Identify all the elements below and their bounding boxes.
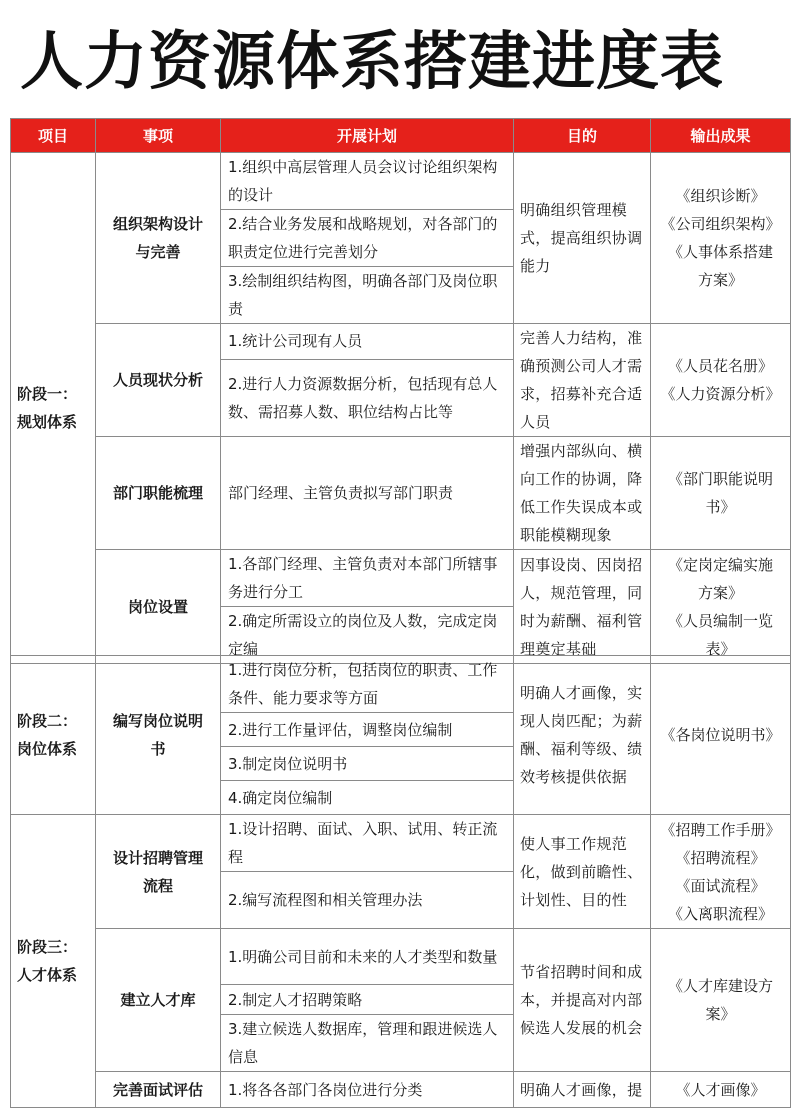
output-cell: 《人才画像》 xyxy=(651,1072,791,1108)
item-cell: 建立人才库 xyxy=(96,929,221,1072)
plan-cell: 1.组织中高层管理人员会议讨论组织架构的设计 xyxy=(221,153,514,210)
plan-cell: 2.制定人才招聘策略 xyxy=(221,985,514,1015)
plan-cell: 部门经理、主管负责拟写部门职责 xyxy=(221,437,514,550)
header-item: 事项 xyxy=(96,119,221,153)
plan-cell: 2.进行人力资源数据分析，包括现有总人数、需招募人数、职位结构占比等 xyxy=(221,359,514,436)
table-row xyxy=(11,815,791,872)
plan-cell: 4.确定岗位编制 xyxy=(221,781,514,815)
plan-cell: 1.将各各部门各岗位进行分类 xyxy=(221,1072,514,1108)
goal-cell: 使人事工作规范化，做到前瞻性、计划性、目的性 xyxy=(514,815,651,929)
table-header-row xyxy=(11,119,791,153)
plan-cell: 1.明确公司目前和未来的人才类型和数量 xyxy=(221,929,514,985)
plan-cell: 1.统计公司现有人员 xyxy=(221,324,514,360)
plan-cell: 3.建立候选人数据库，管理和跟进候选人信息 xyxy=(221,1015,514,1072)
plan-cell: 2.结合业务发展和战略规划，对各部门的职责定位进行完善划分 xyxy=(221,210,514,267)
table-row xyxy=(11,656,791,713)
output-cell: 《组织诊断》 《公司组织架构》 《人事体系搭建 方案》 xyxy=(651,153,791,324)
output-cell: 《人才库建设方 案》 xyxy=(651,929,791,1072)
plan-cell: 1.各部门经理、主管负责对本部门所辖事务进行分工 xyxy=(221,550,514,607)
output-cell: 《部门职能说明 书》 xyxy=(651,437,791,550)
goal-cell: 明确人才画像，实现人岗匹配；为薪酬、福利等级、绩效考核提供依据 xyxy=(514,656,651,815)
item-cell: 编写岗位说明 书 xyxy=(96,656,221,815)
progress-table xyxy=(10,118,791,664)
output-cell: 《人员花名册》 《人力资源分析》 xyxy=(651,324,791,437)
header-plan: 开展计划 xyxy=(221,119,514,153)
table-row xyxy=(11,324,791,360)
stage-cell: 阶段二： 岗位体系 xyxy=(11,656,96,815)
plan-cell: 1.进行岗位分析，包括岗位的职责、工作条件、能力要求等方面 xyxy=(221,656,514,713)
output-cell: 《各岗位说明书》 xyxy=(651,656,791,815)
table-row xyxy=(11,1072,791,1108)
output-cell: 《定岗定编实施 方案》 《人员编制一览 表》 xyxy=(651,550,791,664)
plan-cell: 3.绘制组织结构图，明确各部门及岗位职责 xyxy=(221,267,514,324)
item-cell: 部门职能梳理 xyxy=(96,437,221,550)
goal-cell: 明确人才画像，提 xyxy=(514,1072,651,1108)
page-title: 人力资源体系搭建进度表 xyxy=(20,25,724,98)
goal-cell: 增强内部纵向、横向工作的协调，降低工作失误成本或职能模糊现象 xyxy=(514,437,651,550)
item-cell: 岗位设置 xyxy=(96,550,221,664)
header-output: 输出成果 xyxy=(651,119,791,153)
plan-cell: 2.进行工作量评估，调整岗位编制 xyxy=(221,713,514,747)
goal-cell: 明确组织管理模式，提高组织协调能力 xyxy=(514,153,651,324)
table-row xyxy=(11,550,791,607)
goal-cell: 完善人力结构，准确预测公司人才需求，招募补充合适人员 xyxy=(514,324,651,437)
plan-cell: 2.编写流程图和相关管理办法 xyxy=(221,872,514,929)
output-cell: 《招聘工作手册》 《招聘流程》 《面试流程》 《入离职流程》 xyxy=(651,815,791,929)
header-goal: 目的 xyxy=(514,119,651,153)
item-cell: 人员现状分析 xyxy=(96,324,221,437)
item-cell: 设计招聘管理 流程 xyxy=(96,815,221,929)
table-row xyxy=(11,437,791,550)
table-row xyxy=(11,153,791,210)
stage-cell: 阶段三： 人才体系 xyxy=(11,815,96,1108)
progress-table-part2 xyxy=(10,655,791,1108)
goal-cell: 因事设岗、因岗招人，规范管理，同时为薪酬、福利管理奠定基础 xyxy=(514,550,651,664)
stage-cell: 阶段一： 规划体系 xyxy=(11,153,96,664)
plan-cell: 3.制定岗位说明书 xyxy=(221,747,514,781)
plan-cell: 2.确定所需设立的岗位及人数，完成定岗定编 xyxy=(221,607,514,664)
plan-cell: 1.设计招聘、面试、入职、试用、转正流程 xyxy=(221,815,514,872)
item-cell: 组织架构设计 与完善 xyxy=(96,153,221,324)
table-row xyxy=(11,929,791,985)
header-project: 项目 xyxy=(11,119,96,153)
item-cell: 完善面试评估 xyxy=(96,1072,221,1108)
goal-cell: 节省招聘时间和成本，并提高对内部候选人发展的机会 xyxy=(514,929,651,1072)
